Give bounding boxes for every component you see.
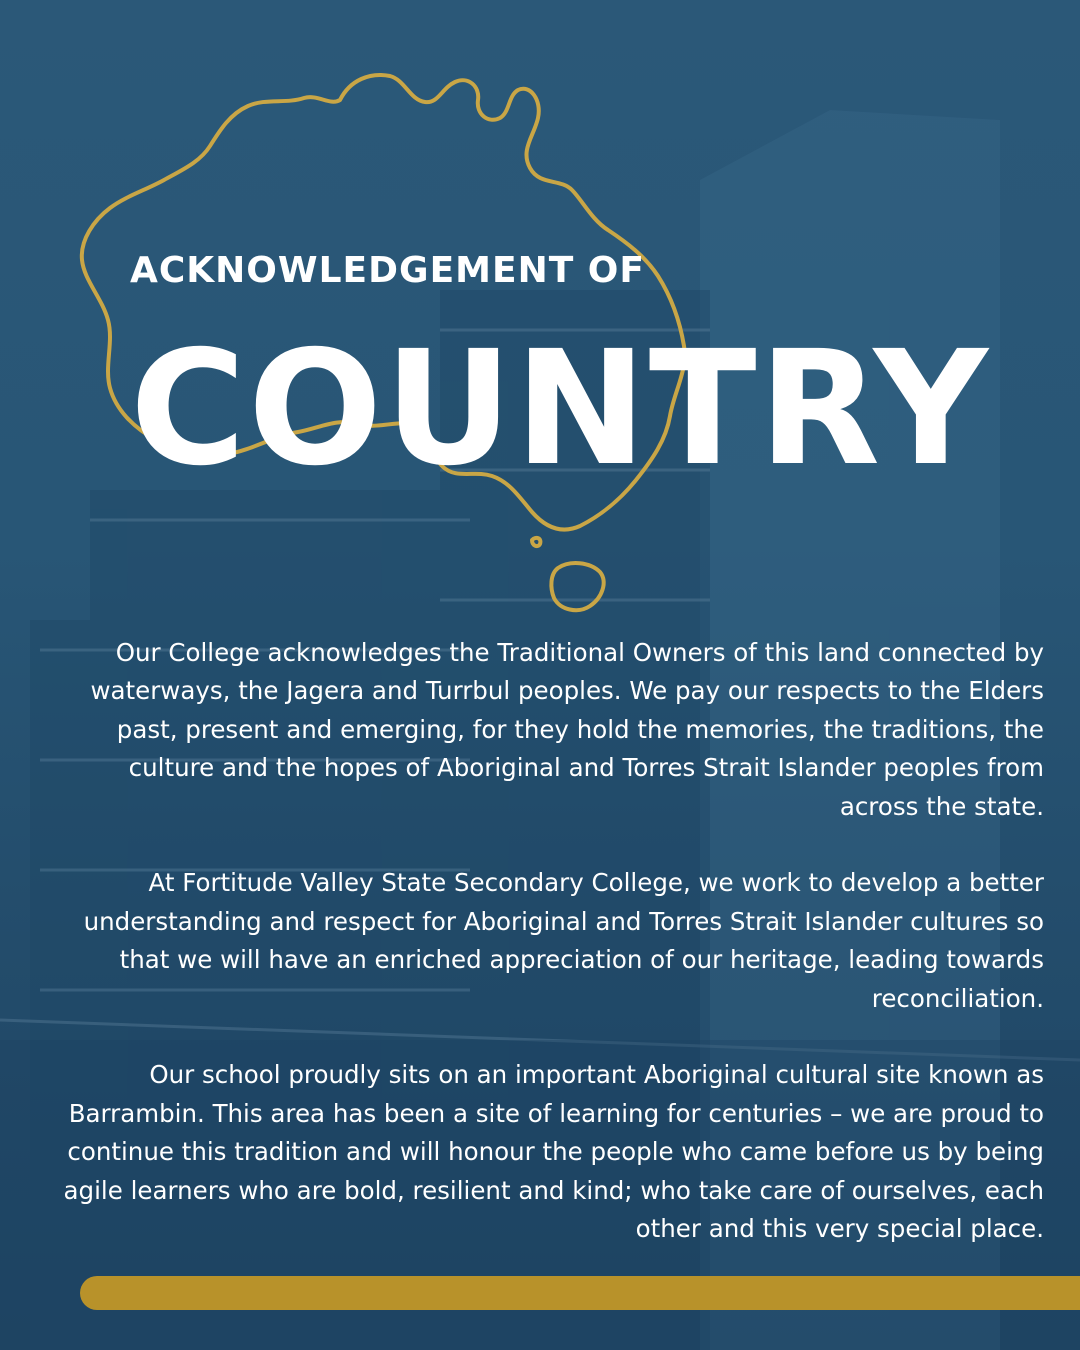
page-title: COUNTRY	[130, 317, 991, 501]
paragraph-traditional-owners: Our College acknowledges the Traditional Owners of this land connected by waterways, the Jagera and Turrbul peoples. We pay our respects to the Elders past, present and emerging, for they hold the memories, the traditions, the culture and the hopes of Aboriginal and Torres Strait Islander peoples from across the state.	[90, 638, 1044, 821]
acknowledgement-text	[54, 634, 1044, 1248]
gold-accent-bar	[80, 1276, 1080, 1310]
page-subtitle: ACKNOWLEDGEMENT OF	[130, 250, 646, 291]
paragraph-college-commitment: At Fortitude Valley State Secondary College, we work to develop a better understanding and respect for Aboriginal and Torres Strait Islander cultures so that we will have an enriched appreciation of our heritage, leading towards reconciliation.	[83, 868, 1044, 1013]
paragraph-barrambin: Our school proudly sits on an important Aboriginal cultural site known as Barrambin. This area has been a site of learning for centuries – we are proud to continue this tradition and will honour the people who came before us by being agile learners who are bold, resilient and kind; who take care of ourselves, each other and this very special place.	[63, 1060, 1044, 1244]
